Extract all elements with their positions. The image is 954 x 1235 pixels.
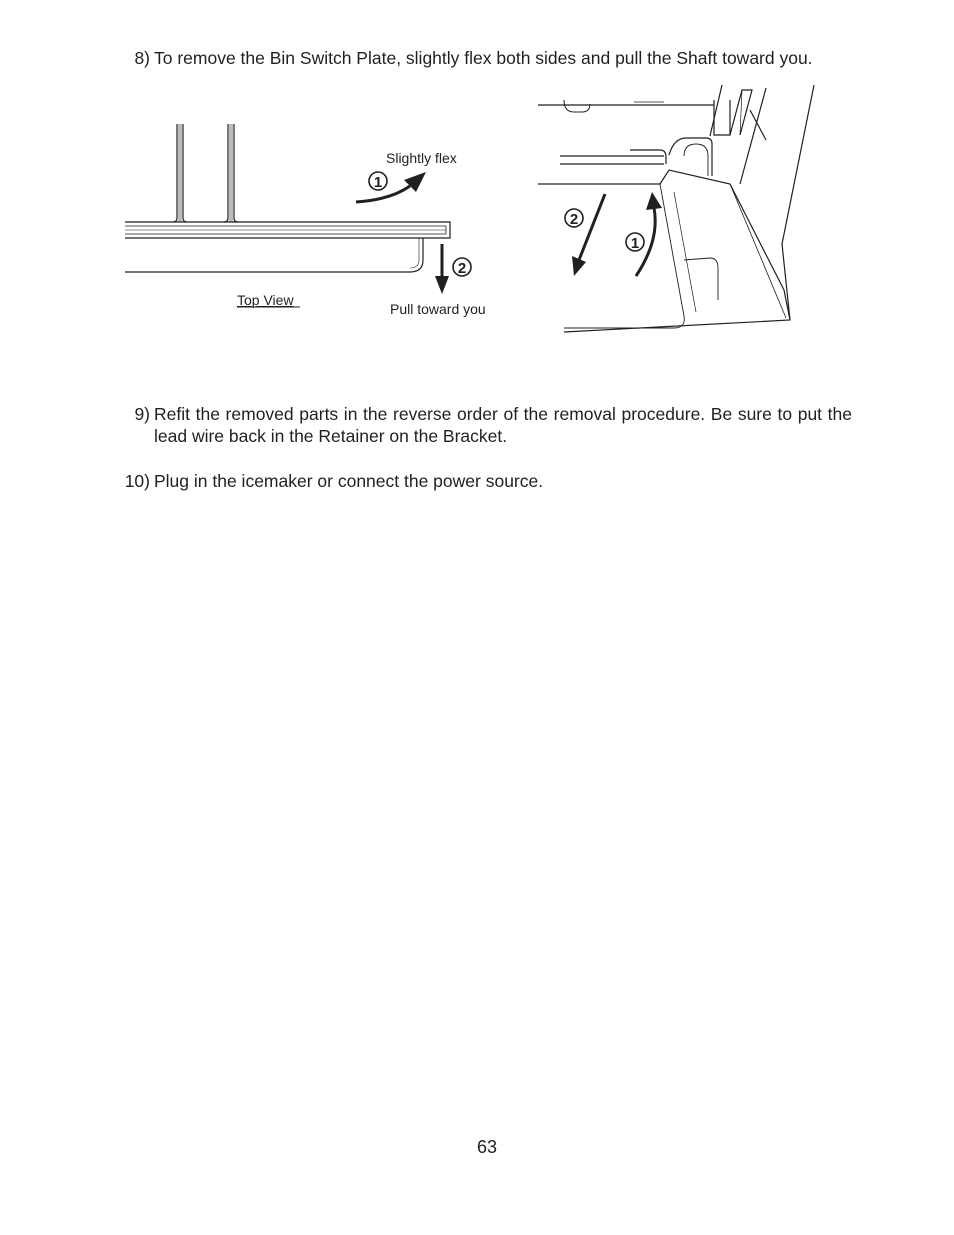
callout-1: 1 xyxy=(630,235,640,252)
top-view-figure xyxy=(120,118,510,333)
callout-2: 2 xyxy=(569,211,579,228)
step-number: 10) xyxy=(124,471,150,491)
step-text: Plug in the icemaker or connect the power source. xyxy=(154,471,544,491)
pull-toward-you-label: Pull toward you xyxy=(390,301,486,317)
callout-2: 2 xyxy=(457,260,467,277)
step-number: 9) xyxy=(134,404,150,424)
page-number: 63 xyxy=(476,1137,498,1157)
slightly-flex-label: Slightly flex xyxy=(386,150,457,166)
top-view-drawing xyxy=(120,118,510,333)
bracket-figure xyxy=(534,80,834,340)
bracket-drawing xyxy=(534,80,834,340)
top-view-label: Top View xyxy=(237,292,294,308)
callout-1: 1 xyxy=(373,174,383,191)
step-text: Refit the removed parts in the reverse order of the removal procedure. Be sure to put the lead wire back in the Retainer on the Bracket. xyxy=(154,404,852,446)
step-text: To remove the Bin Switch Plate, slightly flex both sides and pull the Shaft toward you. xyxy=(154,48,813,68)
step-number: 8) xyxy=(134,48,150,68)
